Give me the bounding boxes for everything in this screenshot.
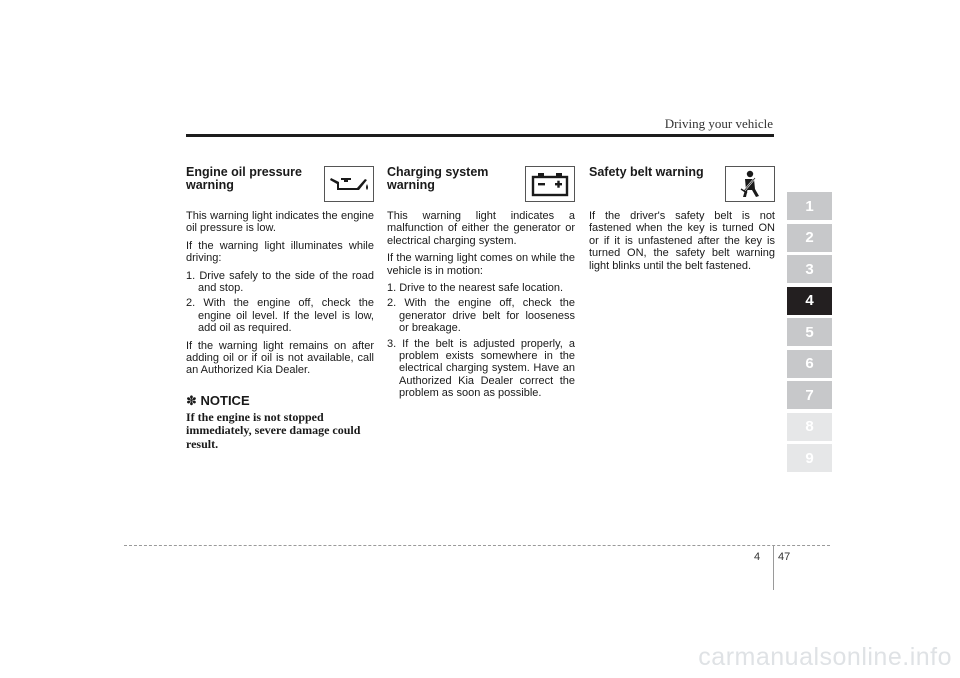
notice-title: ✽ NOTICE — [186, 392, 250, 408]
section-title: Charging system warning — [387, 165, 489, 192]
paragraph: If the warning light comes on while the vehicle is in motion: — [387, 252, 575, 277]
chapter-tab-6[interactable]: 6 — [787, 350, 832, 378]
watermark: carmanualsonline.info — [698, 643, 952, 671]
header-rule — [186, 134, 774, 137]
chapter-tab-2[interactable]: 2 — [787, 224, 832, 252]
paragraph: If the driver's safety belt is not fastened when the key is turned ON or if it is unfastened after the key is turned ON, the safety belt warning light blinks until the belt fastened. — [589, 210, 775, 272]
chapter-tab-7[interactable]: 7 — [787, 381, 832, 409]
page-header-title: Driving your vehicle — [664, 116, 773, 131]
paragraph: This warning light indicates the engine oil pressure is low. — [186, 210, 374, 235]
section-safety-belt — [589, 166, 775, 277]
page-chapter-number: 4 — [754, 551, 761, 563]
chapter-tab-3[interactable]: 3 — [787, 255, 832, 283]
section-header — [186, 166, 374, 210]
list-item: 2. With the engine off, check the generator drive belt for looseness or breakage. — [387, 297, 575, 335]
battery-icon — [525, 166, 575, 202]
list-item: 1. Drive to the nearest safe location. — [387, 282, 564, 295]
seatbelt-icon — [725, 166, 775, 202]
footer-divider — [773, 545, 774, 590]
section-header — [589, 166, 775, 210]
paragraph: If the warning light illuminates while driving: — [186, 239, 374, 265]
steps-list — [186, 270, 374, 335]
chapter-tab-8[interactable]: 8 — [787, 413, 832, 441]
chapter-tab-4[interactable]: 4 — [787, 287, 832, 315]
list-item: 3. If the belt is adjusted properly, a problem exists somewhere in the electrical charging system. Have an Authorized Kia Dealer correct the problem as soon as possible. — [387, 337, 575, 400]
section-engine-oil — [186, 166, 374, 451]
section-charging-system — [387, 166, 575, 405]
paragraph: If the warning light remains on after adding oil or if oil is not available, call an Authorized Kia Dealer. — [186, 339, 374, 377]
steps-list — [387, 282, 575, 400]
notice-text: If the engine is not stopped immediately, severe damage could result. — [186, 409, 361, 451]
chapter-tab-9[interactable]: 9 — [787, 444, 832, 472]
chapter-tabs — [787, 192, 832, 476]
section-header — [387, 166, 575, 210]
section-title: Engine oil pressure warning — [186, 165, 303, 192]
chapter-tab-1[interactable]: 1 — [787, 192, 832, 220]
paragraph: This warning light indicates a malfunction of either the generator or electrical charging system. — [387, 210, 575, 247]
page-number: 47 — [778, 551, 791, 563]
list-item: 1. Drive safely to the side of the road and stop. — [186, 269, 374, 295]
footer-rule — [124, 545, 830, 546]
section-title: Safety belt warning — [589, 165, 704, 179]
list-item: 2. With the engine off, check the engine oil level. If the level is low, add oil as required. — [186, 297, 374, 335]
chapter-tab-5[interactable]: 5 — [787, 318, 832, 346]
oil-can-icon — [324, 166, 374, 202]
